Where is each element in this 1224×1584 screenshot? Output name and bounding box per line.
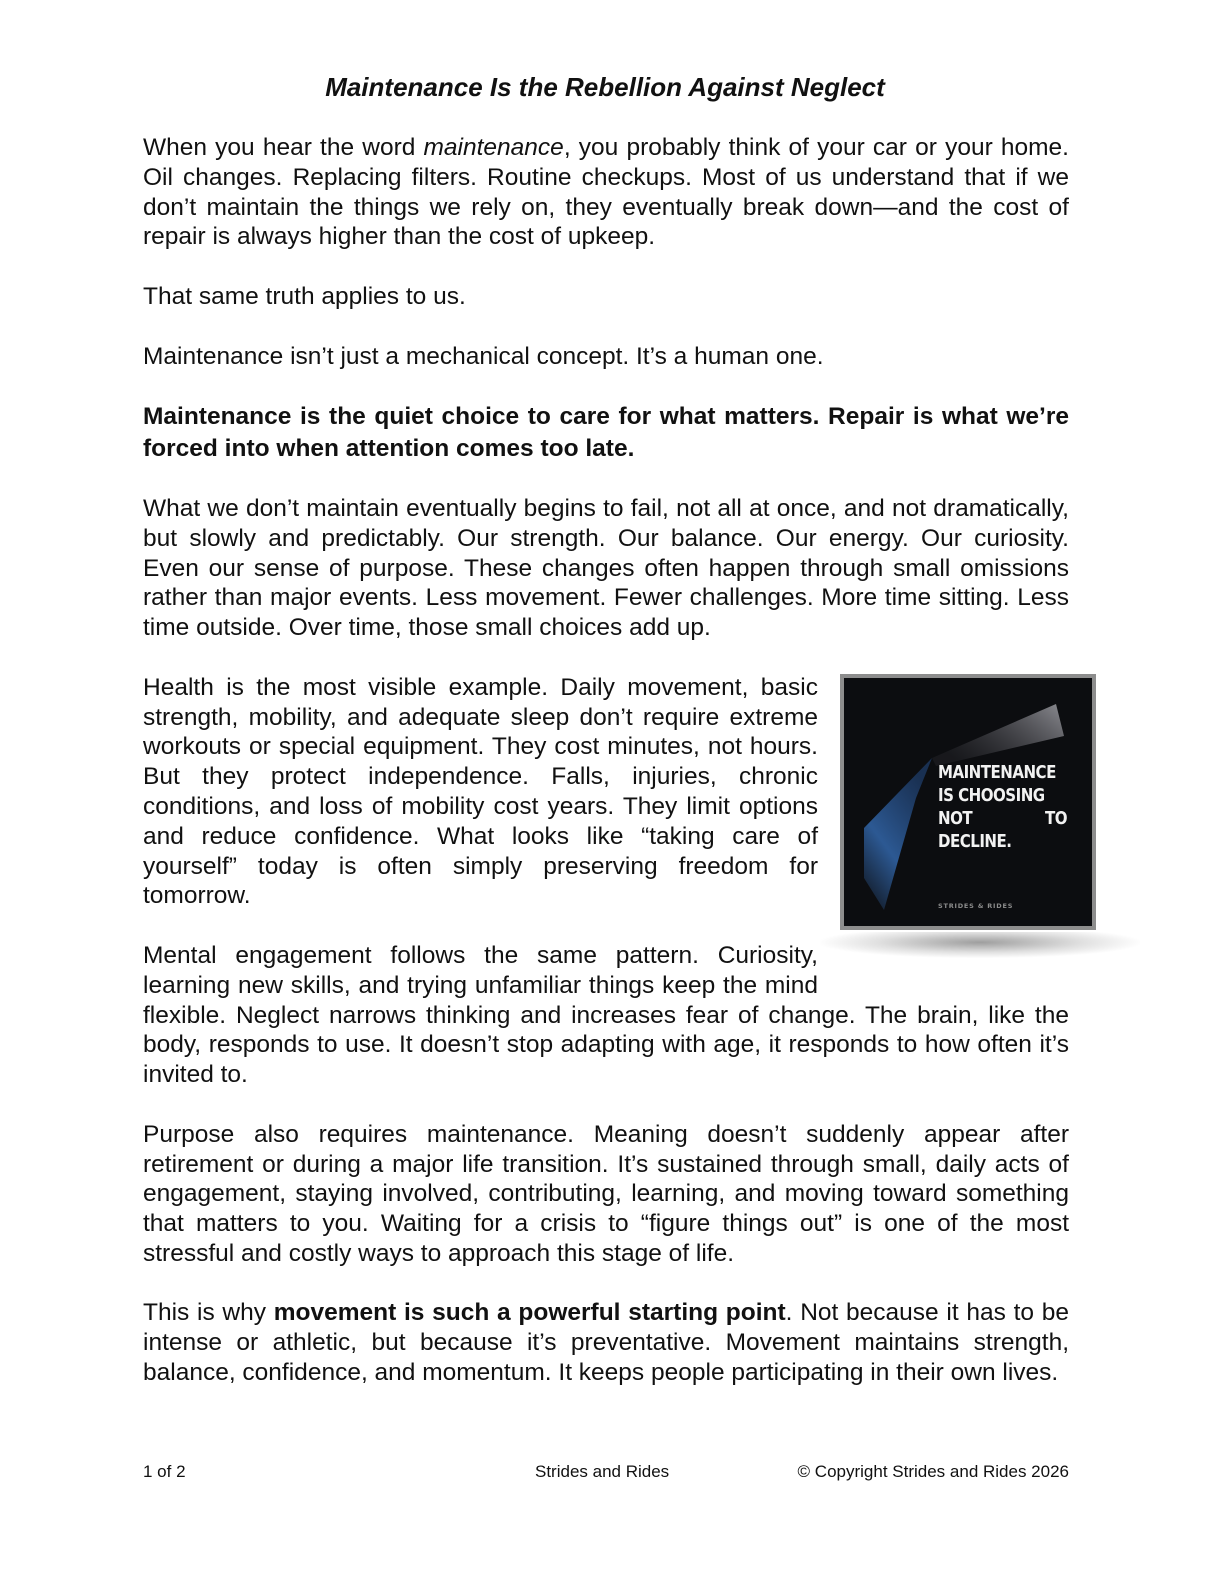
paragraph-8: Purpose also requires maintenance. Meaning doesn’t suddenly appear after retirement or during a major life transition. It’s sustained through small, daily acts of engagement, staying involved, contributing, learning, and moving toward something that matters to you. Waiting for a crisis to “figure things out” is one of the most stressful and costly ways to approach this stage of life. xyxy=(143,1120,1069,1267)
paragraph-9-lead: This is why xyxy=(143,1299,274,1327)
paragraph-1-lead: When you hear the word xyxy=(143,134,424,161)
paragraph-1-rest: , you probably think of your car or your home. Oil changes. Replacing filters. Routine checkups. Most of us understand that if we don’t maintain the things we rely on, they eventually break down—and the cost of repair is always higher than the cost of upkeep. xyxy=(143,134,1069,251)
article-body xyxy=(143,133,1069,1418)
poster-line-1: MAINTENANCE xyxy=(938,762,1056,783)
emphasis-maintenance: maintenance xyxy=(423,134,564,161)
footer-copyright: © Copyright Strides and Rides 2026 xyxy=(797,1462,1069,1481)
poster-headline xyxy=(938,762,1067,854)
paragraph-9 xyxy=(143,1298,1069,1387)
paragraph-5: What we don’t maintain eventually begins to fail, not all at once, and not dramatically, but slowly and predictably. Our strength. Our balance. Our energy. Our curiosity. Even our sense of purpose. These changes often happen through small omissions rather than major events. Less movement. Fewer challenges. More time sitting. Less time outside. Over time, those small choices add up. xyxy=(143,494,1069,642)
paragraph-9-bold: movement is such a powerful starting point xyxy=(273,1299,786,1327)
footer-brand: Strides and Rides xyxy=(535,1462,670,1481)
paragraph-7: Mental engagement follows the same pattern. Curiosity, learning new skills, and trying unfamiliar things keep the mind flexible. Neglect narrows thinking and increases fear of change. The brain, like the body, responds to use. It doesn’t stop adapting with age, it responds to how often it’s invited to. xyxy=(143,941,1069,1089)
poster-frame xyxy=(840,674,1096,930)
poster-line-2: IS CHOOSING xyxy=(938,785,1045,806)
poster-brand: STRIDES & RIDES xyxy=(938,901,1014,910)
paragraph-9-rest: . Not because it has to be intense or athletic, but because it’s preventative. Movement maintains strength, balance, confidence, and momentum. It keeps people participating in their own lives. xyxy=(143,1299,1070,1387)
poster-line-3: NOT TO DECLINE. xyxy=(938,808,1067,852)
paragraph-3: Maintenance isn’t just a mechanical concept. It’s a human one. xyxy=(143,342,824,370)
paragraph-1 xyxy=(143,133,1069,252)
page-number: 1 of 2 xyxy=(143,1462,186,1481)
quote-poster-image xyxy=(840,674,1096,972)
paragraph-6: Health is the most visible example. Daily movement, basic strength, mobility, and adequate sleep don’t require extreme workouts or special equipment. They cost minutes, not hours. But they protect independence. Falls, injuries, chronic conditions, and loss of mobility cost years. They limit options and reduce confidence. What looks like “taking care of yourself” today is often simply preserving freedom for tomorrow. xyxy=(143,673,818,910)
paragraph-2: That same truth applies to us. xyxy=(143,282,466,310)
page-title: Maintenance Is the Rebellion Against Neglect xyxy=(325,72,885,102)
paragraph-4-bold: Maintenance is the quiet choice to care for what matters. Repair is what we’re forced into when attention comes too late. xyxy=(143,403,1069,462)
image-shadow xyxy=(820,932,1140,958)
